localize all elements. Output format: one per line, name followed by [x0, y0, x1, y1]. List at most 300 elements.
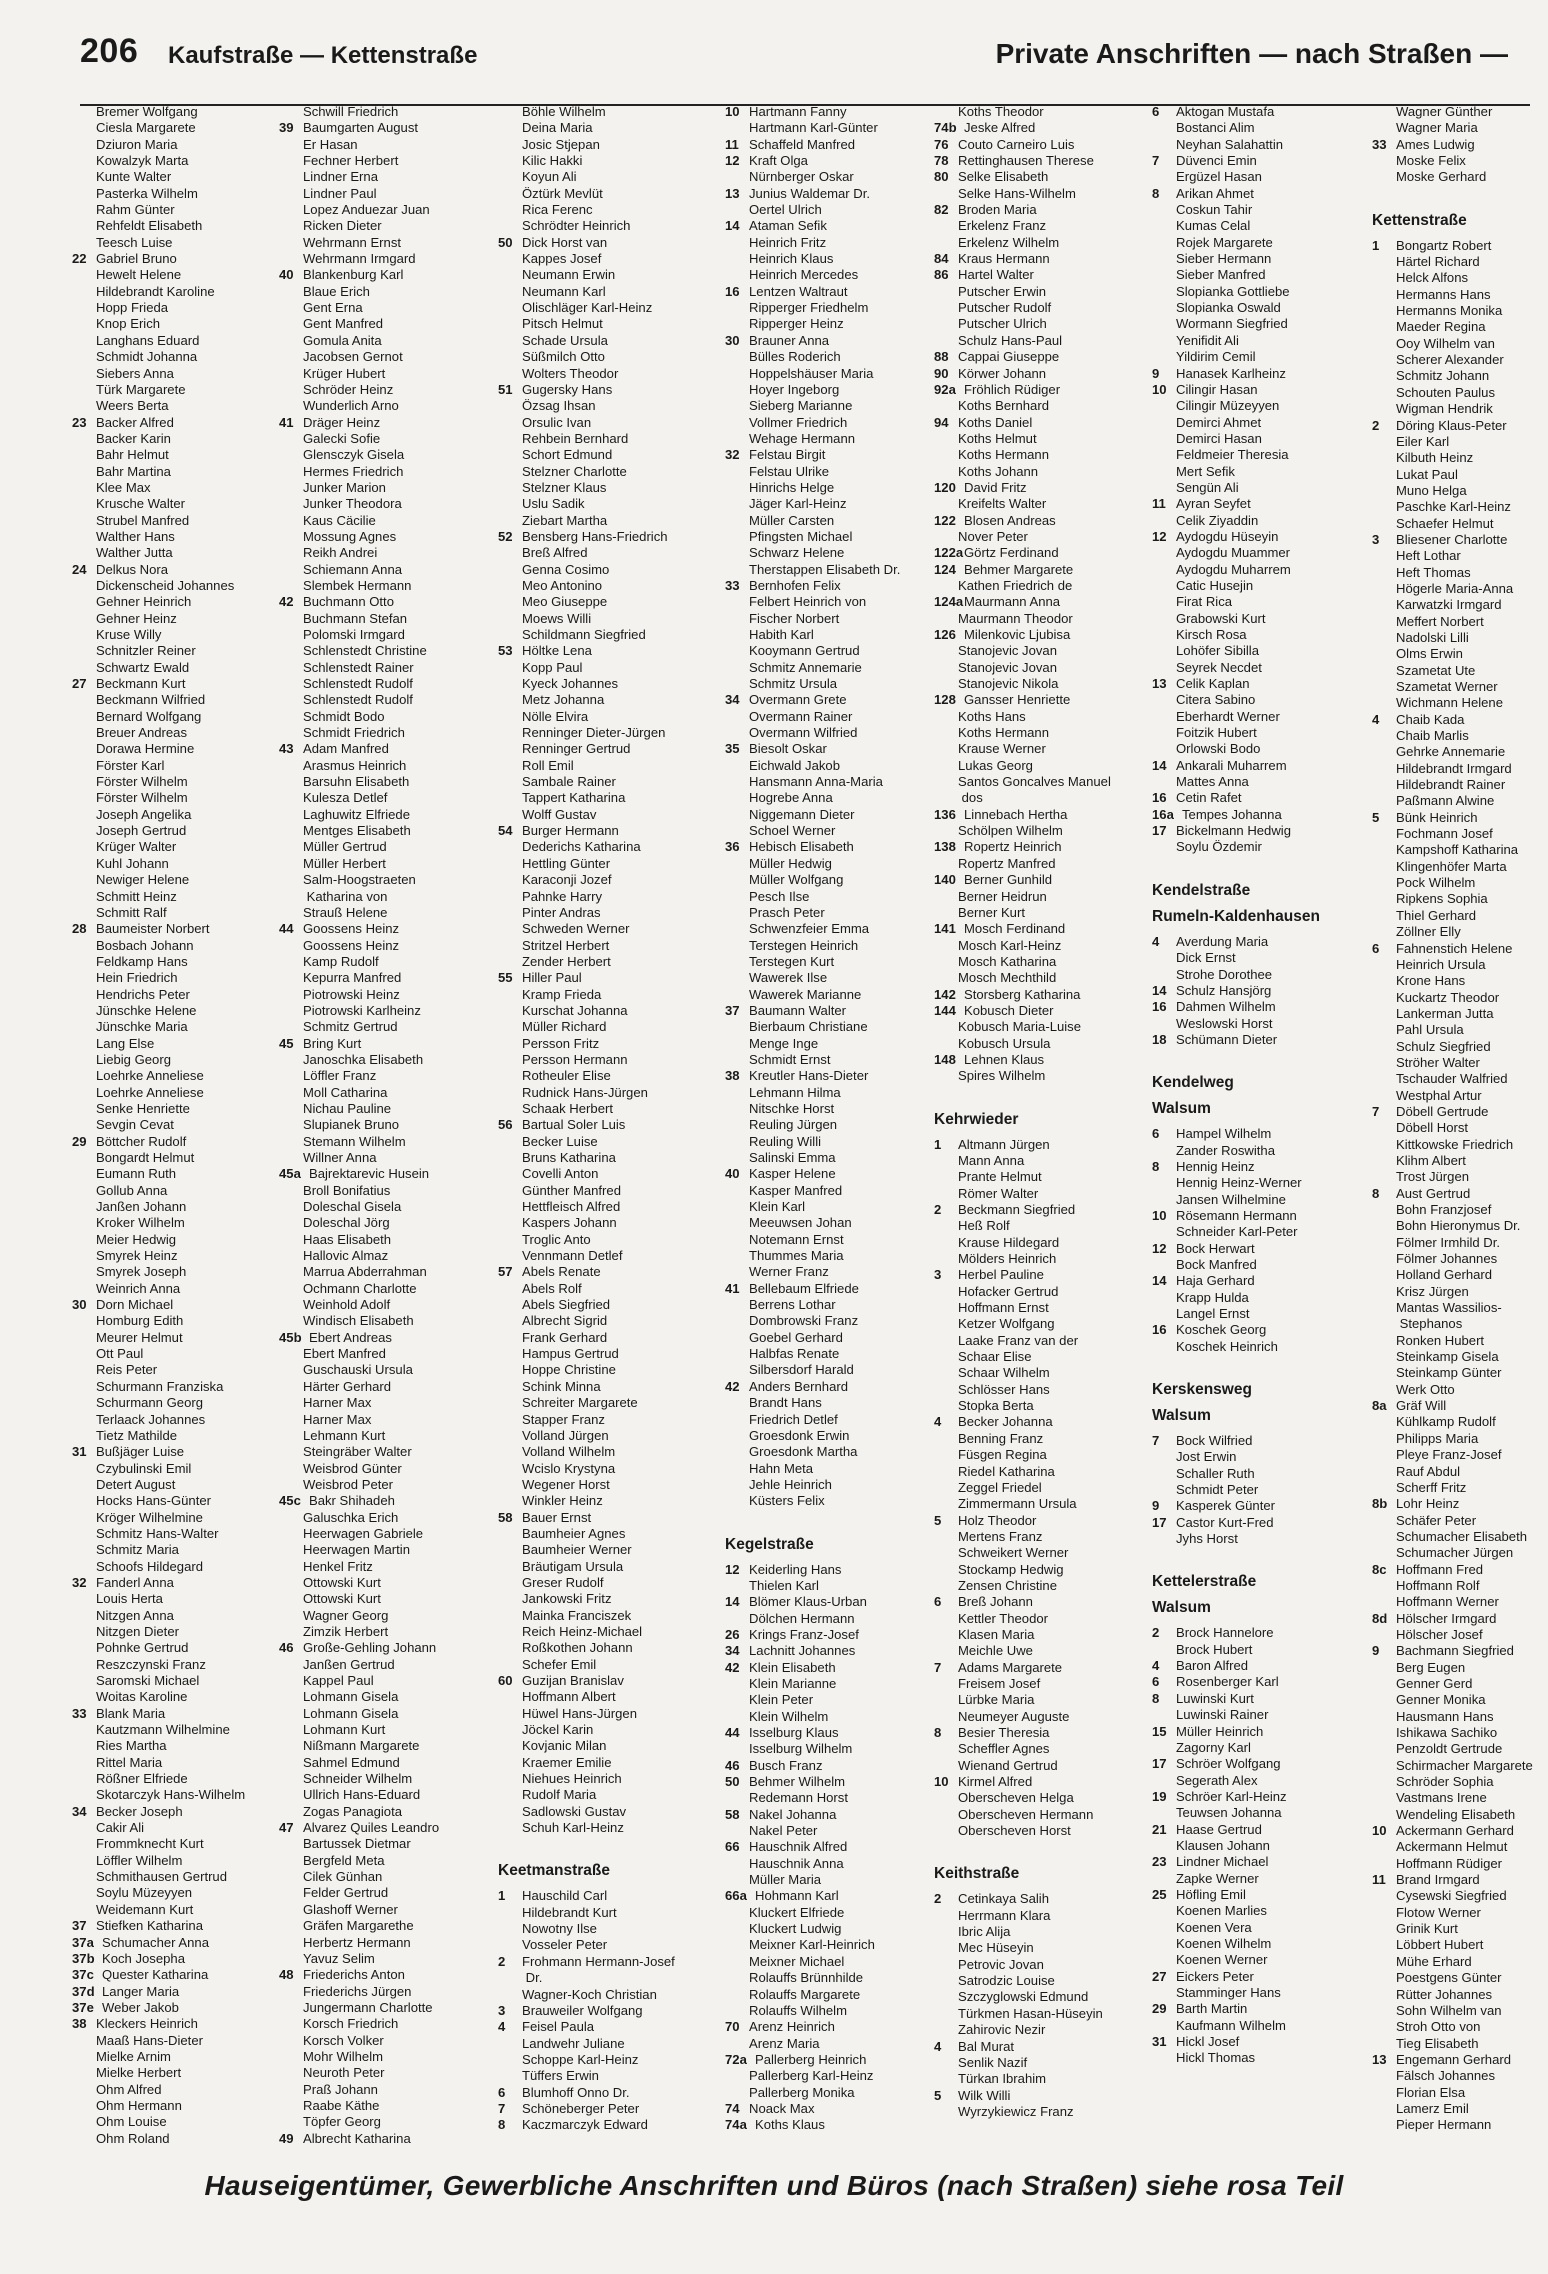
resident-name: Renninger Gertrud	[522, 741, 631, 757]
directory-entry	[1372, 1349, 1548, 1365]
resident-name: Holland Gerhard	[1396, 1267, 1493, 1283]
directory-entry	[279, 153, 489, 169]
directory-entry	[279, 1673, 489, 1689]
resident-name: Orsulic Ivan	[522, 414, 592, 430]
directory-entry	[279, 1902, 489, 1918]
resident-name: Hiller Paul	[522, 970, 582, 986]
directory-entry	[72, 1984, 282, 2000]
directory-entry	[72, 1869, 282, 1885]
resident-name: Nürnberger Oskar	[749, 169, 854, 185]
resident-name: Lürbke Maria	[958, 1692, 1035, 1708]
directory-entry	[1152, 300, 1362, 316]
resident-name: Harner Max	[303, 1411, 372, 1427]
directory-entry	[725, 218, 935, 234]
resident-name: Schulz Siegfried	[1396, 1038, 1491, 1054]
directory-entry	[72, 807, 282, 823]
directory-entry	[1152, 950, 1362, 966]
directory-entry	[498, 1281, 708, 1297]
resident-name: Rehfeldt Elisabeth	[96, 218, 203, 234]
resident-name: Putscher Rudolf	[958, 300, 1052, 316]
resident-name: Overmann Wilfried	[749, 725, 858, 741]
directory-entry	[1372, 1414, 1548, 1430]
directory-entry	[279, 1706, 489, 1722]
resident-name: Hartmann Fanny	[749, 104, 847, 119]
street-heading: Walsum	[1152, 1100, 1211, 1118]
directory-entry	[498, 1330, 708, 1346]
directory-entry	[498, 1787, 708, 1803]
directory-entry	[279, 823, 489, 839]
directory-entry	[934, 513, 1144, 529]
resident-name: Aust Gertrud	[1396, 1185, 1471, 1201]
resident-name: Hildebrandt Kurt	[522, 1904, 617, 1920]
directory-entry	[279, 987, 489, 1003]
resident-name: Ergüzel Hasan	[1176, 169, 1262, 185]
resident-name: Maurmann Theodor	[958, 610, 1073, 626]
house-number: 19	[1152, 1788, 1167, 1804]
house-number: 4	[934, 1414, 942, 1430]
resident-name: Barsuhn Elisabeth	[303, 774, 410, 790]
resident-name: Bräutigam Ursula	[522, 1558, 624, 1574]
house-number: 6	[1152, 1674, 1160, 1690]
resident-name: Rehbein Bernhard	[522, 430, 629, 446]
directory-entry	[498, 1101, 708, 1117]
directory-entry	[934, 1741, 1144, 1757]
directory-entry	[279, 1771, 489, 1787]
resident-name: Eiler Karl	[1396, 433, 1450, 449]
directory-entry	[72, 562, 282, 578]
street-heading: Kendelstraße	[1152, 881, 1251, 899]
resident-name: Schmidt Peter	[1176, 1482, 1259, 1498]
resident-name: Smyrek Joseph	[96, 1264, 187, 1280]
resident-name: Ketzer Wolfgang	[958, 1316, 1055, 1332]
directory-entry	[1372, 368, 1548, 384]
resident-name: Halbfas Renate	[749, 1346, 840, 1362]
resident-name: Kovjanic Milan	[522, 1738, 607, 1754]
house-number: 51	[498, 381, 513, 397]
directory-entry	[72, 1052, 282, 1068]
directory-entry	[725, 627, 935, 643]
directory-entry	[498, 1526, 708, 1542]
resident-name: Böhle Wilhelm	[522, 104, 606, 119]
resident-name: Teuwsen Johanna	[1176, 1805, 1282, 1821]
resident-name: Troglic Anto	[522, 1231, 591, 1247]
resident-name: Cilek Günhan	[303, 1869, 383, 1885]
directory-entry	[725, 153, 935, 169]
directory-entry	[934, 316, 1144, 332]
resident-name: Wagner Maria	[1396, 120, 1478, 136]
resident-name: Brauweiler Wolfgang	[522, 2002, 643, 2018]
directory-entry	[498, 1085, 708, 1101]
directory-entry	[72, 1215, 282, 1231]
directory-entry	[498, 267, 708, 283]
directory-entry	[498, 1937, 708, 1953]
directory-entry	[725, 1428, 935, 1444]
directory-entry	[1372, 1709, 1548, 1725]
resident-name: Schmitz Hans-Walter	[96, 1525, 219, 1541]
directory-entry	[279, 1150, 489, 1166]
directory-entry	[279, 447, 489, 463]
resident-name: Müller Carsten	[749, 512, 835, 528]
resident-name: Wegener Horst	[522, 1476, 610, 1492]
resident-name: Ciesla Margarete	[96, 120, 196, 136]
resident-name: Schmidt Bodo	[303, 708, 385, 724]
resident-name: Lehnen Klaus	[964, 1051, 1045, 1067]
directory-entry	[1372, 1153, 1548, 1169]
house-number: 57	[498, 1264, 513, 1280]
resident-name: Meichle Uwe	[958, 1643, 1033, 1659]
house-number: 50	[725, 1774, 740, 1790]
directory-entry	[725, 1660, 935, 1676]
resident-name: Koths Daniel	[958, 414, 1033, 430]
house-number: 74	[725, 2100, 740, 2116]
directory-entry	[498, 725, 708, 741]
directory-entry	[498, 1395, 708, 1411]
resident-name: Gent Manfred	[303, 316, 384, 332]
directory-entry	[279, 741, 489, 757]
resident-name: Loehrke Anneliese	[96, 1084, 204, 1100]
resident-name: Salinski Emma	[749, 1150, 836, 1165]
directory-entry	[934, 1019, 1144, 1035]
directory-entry	[1372, 1839, 1548, 1855]
house-number: 42	[725, 1659, 740, 1675]
resident-name: Weinrich Anna	[96, 1280, 181, 1296]
directory-entry	[72, 513, 282, 529]
resident-name: Sieber Hermann	[1176, 251, 1272, 267]
house-number: 5	[1372, 809, 1380, 825]
resident-name: Süßmilch Otto	[522, 349, 605, 365]
resident-name: Bring Kurt	[303, 1035, 362, 1051]
resident-name: Schurmann Franziska	[96, 1378, 224, 1394]
directory-entry	[725, 1052, 935, 1068]
resident-name: Gugersky Hans	[522, 381, 613, 397]
directory-entry	[279, 839, 489, 855]
resident-name: Baumeister Norbert	[96, 921, 210, 937]
resident-name: Blumhoff Onno Dr.	[522, 2084, 630, 2100]
directory-entry	[1372, 1774, 1548, 1790]
resident-name: Meeuwsen Johan	[749, 1215, 852, 1231]
directory-entry	[498, 1362, 708, 1378]
resident-name: Meixner Michael	[749, 1953, 845, 1969]
directory-entry	[934, 790, 1144, 806]
directory-entry	[725, 741, 935, 757]
resident-name: Rettinghausen Therese	[958, 153, 1094, 169]
directory-entry	[279, 1591, 489, 1607]
resident-name: Ripkens Sophia	[1396, 891, 1488, 907]
resident-name: Meurer Helmut	[96, 1329, 183, 1345]
directory-entry	[1372, 859, 1548, 875]
directory-entry	[72, 1036, 282, 1052]
directory-entry	[72, 1935, 282, 1951]
resident-name: Förster Karl	[96, 757, 165, 773]
resident-name: Krapp Hulda	[1176, 1289, 1249, 1305]
directory-entry	[725, 415, 935, 431]
house-number: 27	[72, 676, 87, 692]
directory-entry	[725, 1741, 935, 1757]
directory-entry	[498, 2019, 708, 2035]
directory-entry	[279, 594, 489, 610]
directory-entry	[725, 2003, 935, 2019]
directory-entry	[498, 1954, 708, 1970]
resident-name: Walther Jutta	[96, 545, 173, 561]
house-number: 6	[1152, 1126, 1160, 1142]
directory-entry	[279, 1755, 489, 1771]
house-number: 142	[934, 986, 956, 1002]
house-number: 128	[934, 692, 956, 708]
directory-entry	[1372, 120, 1548, 136]
resident-name: Terstegen Kurt	[749, 953, 835, 969]
directory-entry	[72, 2049, 282, 2065]
resident-name: Bremer Wolfgang	[96, 104, 198, 119]
resident-name: Behmer Wilhelm	[749, 1774, 846, 1790]
resident-name: Fischer Norbert	[749, 610, 840, 626]
directory-entry	[725, 921, 935, 937]
directory-entry	[279, 758, 489, 774]
directory-entry	[279, 1428, 489, 1444]
resident-name: Maaß Hans-Dieter	[96, 2032, 203, 2048]
directory-entry	[725, 120, 935, 136]
directory-entry	[725, 1248, 935, 1264]
directory-entry	[725, 1709, 935, 1725]
resident-name: Oberscheven Hermann	[958, 1806, 1094, 1822]
directory-entry	[1152, 1466, 1362, 1482]
resident-name: Mosch Katharina	[958, 953, 1057, 969]
resident-name: Klasen Maria	[958, 1626, 1035, 1642]
resident-name: Louis Herta	[96, 1591, 163, 1607]
resident-name: Dahmen Wilhelm	[1176, 999, 1276, 1015]
resident-name: Schmitz Johann	[1396, 368, 1490, 384]
directory-entry	[498, 1804, 708, 1820]
resident-name: Zander Roswitha	[1176, 1142, 1275, 1158]
directory-entry	[725, 987, 935, 1003]
directory-entry	[725, 1758, 935, 1774]
resident-name: Genna Cosimo	[522, 561, 610, 577]
directory-entry	[1372, 1169, 1548, 1185]
street-heading: Kendelweg	[1152, 1074, 1234, 1092]
resident-name: Lehmann Hilma	[749, 1084, 841, 1100]
directory-entry	[1372, 1496, 1548, 1512]
directory-entry	[725, 1444, 935, 1460]
directory-entry	[1152, 999, 1362, 1015]
directory-entry	[279, 1967, 489, 1983]
directory-entry	[72, 1019, 282, 1035]
directory-entry	[1152, 692, 1362, 708]
resident-name: Lukat Paul	[1396, 466, 1458, 482]
resident-name: Berg Eugen	[1396, 1659, 1466, 1675]
directory-entry	[72, 137, 282, 153]
resident-name: Schade Ursula	[522, 332, 608, 348]
directory-entry	[1372, 254, 1548, 270]
resident-name: Lachnitt Johannes	[749, 1643, 856, 1659]
resident-name: Wagner Georg	[303, 1607, 389, 1623]
resident-name: Selke Hans-Wilhelm	[958, 185, 1076, 201]
resident-name: Schneider Karl-Peter	[1176, 1224, 1298, 1240]
resident-name: Abels Renate	[522, 1264, 601, 1280]
directory-entry	[72, 398, 282, 414]
directory-entry	[498, 839, 708, 855]
resident-name: Bülles Roderich	[749, 349, 841, 365]
directory-entry	[498, 218, 708, 234]
resident-name: Rolauffs Margarete	[749, 1986, 861, 2002]
directory-entry	[1152, 676, 1362, 692]
directory-entry	[725, 1477, 935, 1493]
directory-entry	[1152, 284, 1362, 300]
house-number: 56	[498, 1117, 513, 1133]
resident-name: Menge Inge	[749, 1035, 819, 1051]
resident-name: Füsgen Regina	[958, 1447, 1047, 1463]
resident-name: Krüger Hubert	[303, 365, 386, 381]
directory-entry	[1152, 1175, 1362, 1191]
directory-entry	[498, 1905, 708, 1921]
directory-entry	[1152, 1322, 1362, 1338]
directory-entry	[72, 545, 282, 561]
directory-entry	[725, 251, 935, 267]
resident-name: Jansen Wilhelmine	[1176, 1191, 1286, 1207]
resident-name: Slupianek Bruno	[303, 1117, 400, 1133]
directory-entry	[279, 1264, 489, 1280]
directory-entry	[279, 104, 489, 120]
directory-entry	[934, 1578, 1144, 1594]
resident-name: Ebert Andreas	[309, 1329, 392, 1345]
directory-entry	[934, 1202, 1144, 1218]
house-number: 16	[725, 283, 740, 299]
resident-name: Kepurra Manfred	[303, 970, 402, 986]
resident-name: Sengün Ali	[1176, 479, 1239, 495]
directory-entry	[72, 1722, 282, 1738]
resident-name: Rudolf Maria	[522, 1787, 597, 1803]
directory-entry	[72, 725, 282, 741]
resident-name: Bal Murat	[958, 2038, 1015, 2054]
directory-entry	[1152, 186, 1362, 202]
directory-entry	[934, 1431, 1144, 1447]
resident-name: Albrecht Sigrid	[522, 1313, 608, 1329]
resident-name: Berner Heidrun	[958, 888, 1047, 904]
directory-entry	[725, 1856, 935, 1872]
house-number: 7	[498, 2100, 506, 2116]
resident-name: Schink Minna	[522, 1378, 601, 1394]
directory-entry	[498, 513, 708, 529]
resident-name: Szametat Werner	[1396, 679, 1498, 694]
directory-entry	[279, 1722, 489, 1738]
resident-name: Goossens Heinz	[303, 937, 400, 953]
resident-name: Mosch Mechthild	[958, 970, 1057, 986]
house-number: 21	[1152, 1821, 1167, 1837]
resident-name: Schölpen Wilhelm	[958, 823, 1063, 839]
resident-name: Senke Henriette	[96, 1100, 190, 1116]
house-number: 72a	[725, 2051, 747, 2067]
resident-name: Cakir Ali	[96, 1820, 145, 1836]
resident-name: Buchmann Stefan	[303, 610, 408, 626]
resident-name: Broll Bonifatius	[303, 1182, 391, 1198]
house-number: 54	[498, 823, 513, 839]
directory-entry	[498, 545, 708, 561]
resident-name: Hohmann Karl	[755, 1888, 839, 1904]
directory-entry	[72, 153, 282, 169]
directory-entry	[725, 709, 935, 725]
resident-name: Windisch Elisabeth	[303, 1313, 414, 1329]
directory-entry	[279, 1379, 489, 1395]
resident-name: Lamerz Emil	[1396, 2100, 1469, 2116]
resident-name: Schwenzfeier Emma	[749, 921, 870, 937]
house-number: 6	[1372, 940, 1380, 956]
directory-entry	[1152, 1482, 1362, 1498]
directory-entry	[934, 2022, 1144, 2038]
house-number: 37	[72, 1918, 87, 1934]
directory-entry	[725, 1232, 935, 1248]
resident-name: Ottowski Kurt	[303, 1591, 381, 1607]
directory-entry	[279, 970, 489, 986]
directory-entry	[1152, 2034, 1362, 2050]
resident-name: Putscher Erwin	[958, 283, 1047, 299]
house-number: 31	[72, 1444, 87, 1460]
directory-entry	[1372, 319, 1548, 335]
directory-entry	[498, 954, 708, 970]
directory-entry	[1152, 1016, 1362, 1032]
house-number: 16	[1152, 999, 1167, 1015]
directory-entry	[72, 202, 282, 218]
resident-name: Slopianka Oswald	[1176, 300, 1281, 316]
directory-entry	[934, 267, 1144, 283]
resident-name: Görtz Ferdinand	[964, 545, 1059, 561]
directory-entry	[1152, 1531, 1362, 1547]
house-number: 140	[934, 872, 956, 888]
directory-entry	[72, 1526, 282, 1542]
directory-entry	[72, 1706, 282, 1722]
resident-name: Heft Thomas	[1396, 564, 1471, 580]
resident-name: Nitzgen Dieter	[96, 1623, 179, 1639]
house-number: 27	[1152, 1968, 1167, 1984]
resident-name: Weber Jakob	[102, 1999, 179, 2015]
directory-entry	[498, 921, 708, 937]
house-number: 138	[934, 839, 956, 855]
directory-entry	[1372, 548, 1548, 564]
resident-name: Zimmermann Ursula	[958, 1496, 1077, 1512]
directory-entry	[725, 856, 935, 872]
directory-entry	[1372, 450, 1548, 466]
resident-name: Krone Hans	[1396, 973, 1466, 989]
directory-entry	[72, 1673, 282, 1689]
directory-entry	[725, 1823, 935, 1839]
directory-entry	[1372, 1120, 1548, 1136]
directory-entry	[498, 382, 708, 398]
directory-entry	[72, 2065, 282, 2081]
directory-entry	[279, 235, 489, 251]
resident-name: Döbell Horst	[1396, 1120, 1469, 1136]
directory-entry	[934, 2104, 1144, 2120]
directory-entry	[1372, 1039, 1548, 1055]
directory-entry	[72, 1510, 282, 1526]
resident-name: Stanojevic Nikola	[958, 676, 1059, 692]
directory-entry	[934, 1940, 1144, 1956]
directory-entry	[934, 2006, 1144, 2022]
resident-name: Pohnke Gertrud	[96, 1640, 189, 1656]
directory-entry	[934, 627, 1144, 643]
resident-name: Fochmann Josef	[1396, 826, 1493, 842]
resident-name: Mert Sefik	[1176, 463, 1235, 479]
resident-name: Hettfleisch Alfred	[522, 1199, 621, 1215]
directory-entry	[72, 1755, 282, 1771]
resident-name: Kraft Olga	[749, 153, 808, 169]
resident-name: Jacobsen Gernot	[303, 349, 403, 365]
resident-name: Lukas Georg	[958, 757, 1033, 773]
resident-name: Yenifidit Ali	[1176, 332, 1239, 348]
resident-name: Gansser Henriette	[964, 692, 1071, 708]
house-number: 29	[1152, 2001, 1167, 2017]
directory-entry	[498, 1183, 708, 1199]
directory-entry	[725, 1166, 935, 1182]
directory-entry	[498, 1575, 708, 1591]
directory-entry	[1372, 646, 1548, 662]
resident-name: Bartual Soler Luis	[522, 1117, 626, 1133]
